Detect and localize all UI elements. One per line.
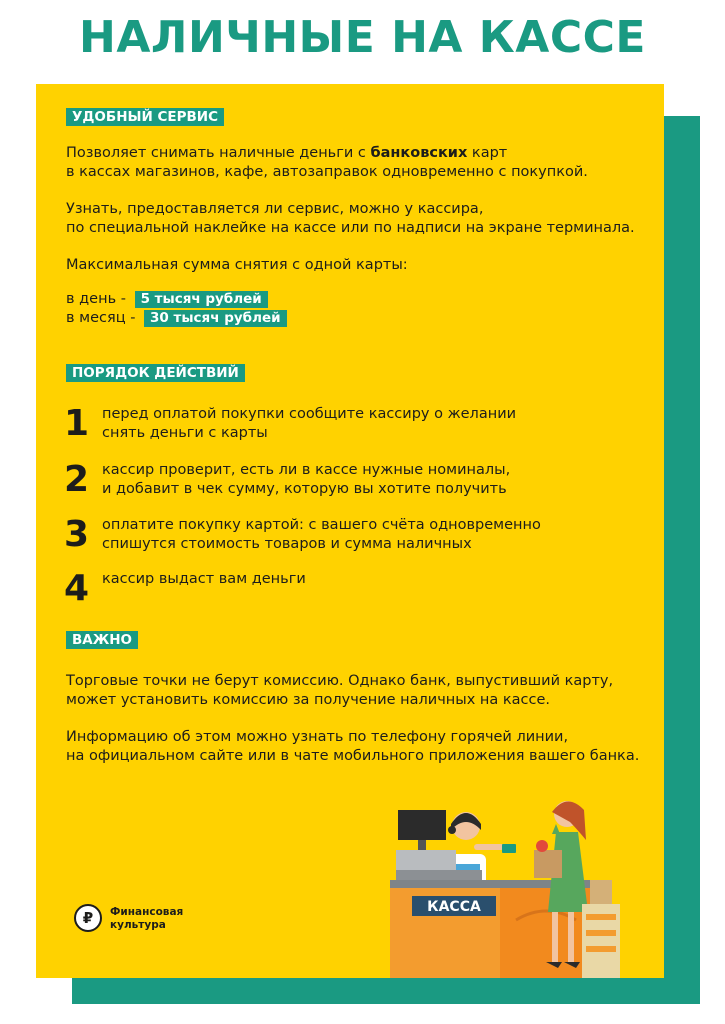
text-line: перед оплатой покупки сообщите кассиру о желании [102,406,517,422]
step-number: 1 [64,403,90,444]
text-line: по специальной наклейке на кассе или по надписи на экране терминала. [66,219,635,236]
service-paragraph-2 [66,200,635,237]
limit-value-badge: 5 тысяч рублей [135,291,268,308]
text-line: снять деньги с карты [102,425,268,441]
service-paragraph-3: Максимальная сумма снятия с одной карты: [66,257,408,273]
step-number: 4 [64,568,90,609]
page-title: НАЛИЧНЫЕ НА КАССЕ [79,12,646,63]
text-line: кассир выдаст вам деньги [102,571,306,587]
text-line: в кассах магазинов, кафе, автозаправок одновременно с покупкой. [66,163,588,180]
step-text [102,570,306,589]
ruble-icon: ₽ [74,904,102,932]
text-fragment: карт [467,145,508,161]
bank-card-icon [502,844,516,853]
logo-line: культура [110,919,166,931]
step-text [102,405,516,443]
service-paragraph-1 [66,144,588,181]
text-line: и добавит в чек сумму, которую вы хотите получить [102,481,507,497]
text-line: на официальном сайте или в чате мобильного приложения вашего банка. [66,747,640,764]
text-line: Информацию об этом можно узнать по телефону горячей линии, [66,729,569,745]
text-line: Узнать, предоставляется ли сервис, можно у кассира, [66,201,484,217]
limit-label: в месяц - [66,310,141,326]
section-heading-important: ВАЖНО [66,631,138,649]
step-number: 3 [64,514,90,555]
bold-text: банковских [370,145,468,161]
logo-text [110,906,183,932]
important-paragraph-2 [66,728,639,765]
text-line: Торговые точки не берут комиссию. Однако банк, выпустивший карту, [66,673,614,689]
limit-row-month [66,309,287,328]
info-panel [36,84,664,978]
step-text [102,461,510,499]
step-number: 2 [64,459,90,500]
limit-row-day [66,290,268,309]
text-fragment: Позволяет снимать наличные деньги с [66,145,371,161]
checkout-illustration [356,784,664,978]
important-paragraph-1 [66,672,613,709]
section-heading-service: УДОБНЫЙ СЕРВИС [66,108,224,126]
text-line: спишутся стоимость товаров и сумма наличных [102,536,472,552]
logo-line: Финансовая [110,906,184,918]
step-text [102,516,541,554]
text-line: кассир проверит, есть ли в кассе нужные номиналы, [102,462,511,478]
limit-label: в день - [66,291,131,307]
section-heading-steps: ПОРЯДОК ДЕЙСТВИЙ [66,364,245,382]
text-line: оплатите покупку картой: с вашего счёта одновременно [102,517,541,533]
financial-culture-logo [74,902,214,938]
limit-value-badge: 30 тысяч рублей [144,310,287,327]
counter-sign: КАССА [427,899,481,915]
text-line: может установить комиссию за получение наличных на кассе. [66,691,550,708]
